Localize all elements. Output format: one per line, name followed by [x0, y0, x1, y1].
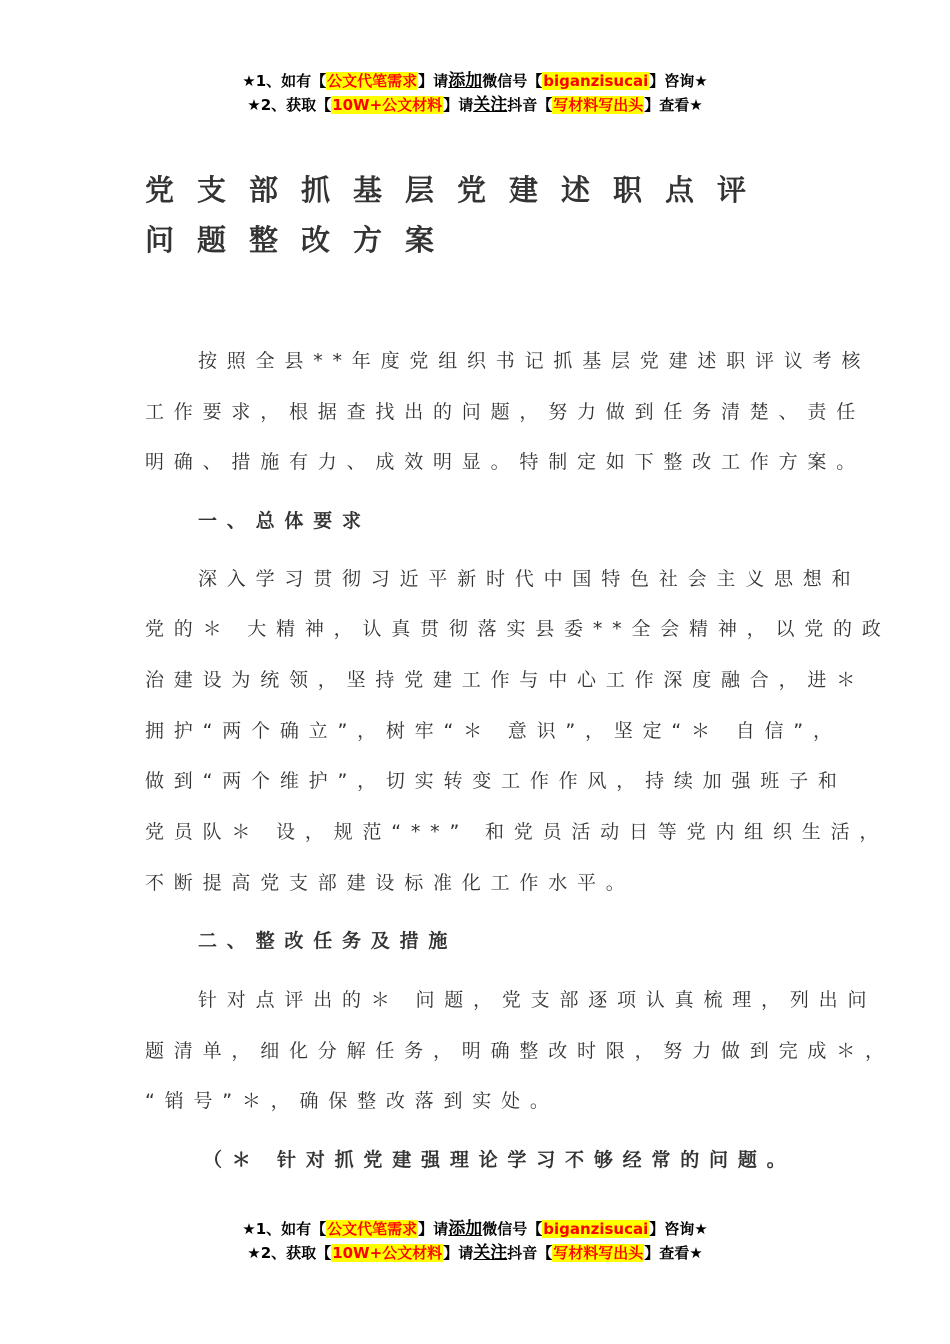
promo-text: ★2、获取【	[247, 96, 332, 114]
promo-line-2	[0, 1241, 950, 1265]
promo-text: 】请	[418, 1220, 449, 1238]
body-line: 针对点评出的＊ 问题，党支部逐项认真梳理，列出问	[198, 989, 877, 1011]
promo-highlight: 公文代笔需求	[327, 1220, 418, 1238]
body-line: 深入学习贯彻习近平新时代中国特色社会主义思想和	[198, 568, 861, 590]
promo-line-2	[0, 93, 950, 117]
promo-text: 】请	[443, 96, 474, 114]
promo-text: 抖音【	[507, 1244, 553, 1262]
promo-text: 】请	[418, 72, 449, 90]
promo-text: ★1、如有【	[242, 72, 327, 90]
section-heading-2: 二、整改任务及措施	[198, 930, 458, 952]
subsection-heading-1: （＊ 针对抓党建强理论学习不够经常的问题。	[203, 1149, 796, 1171]
document-title-line-2: 问题整改方案	[145, 223, 458, 257]
promo-text: 】查看★	[644, 96, 703, 114]
promo-text: 】请	[443, 1244, 474, 1262]
promo-highlight: 公文代笔需求	[327, 72, 418, 90]
bottom-promo-banner	[0, 1217, 950, 1265]
body-line: 党的＊ 大精神，认真贯彻落实县委**全会精神，以党的政	[145, 618, 891, 640]
body-line: 拥护“两个确立”，树牢“＊ 意识”，坚定“＊ 自信”，	[145, 720, 842, 742]
promo-emphasis: 关注	[473, 95, 508, 115]
body-line: 治建设为统领，坚持党建工作与中心工作深度融合，进＊	[145, 669, 866, 691]
promo-highlight: 写材料写出头	[553, 96, 644, 114]
promo-highlight: biganzisucai	[543, 1220, 649, 1238]
body-line: 工作要求，根据查找出的问题，努力做到任务清楚、责任	[145, 401, 866, 423]
promo-emphasis: 添加	[448, 71, 483, 91]
section-heading-1: 一、总体要求	[198, 510, 371, 532]
promo-highlight: 10W+公文材料	[332, 96, 443, 114]
body-line: 不断提高党支部建设标准化工作水平。	[145, 872, 635, 894]
promo-highlight: biganzisucai	[543, 72, 649, 90]
top-promo-banner	[0, 69, 950, 117]
promo-emphasis: 关注	[473, 1243, 508, 1263]
body-line: 题清单，细化分解任务，明确整改时限，努力做到完成＊，	[145, 1040, 894, 1062]
promo-highlight: 写材料写出头	[553, 1244, 644, 1262]
promo-text: 】查看★	[644, 1244, 703, 1262]
promo-highlight: 10W+公文材料	[332, 1244, 443, 1262]
document-title-line-1: 党支部抓基层党建述职点评	[145, 173, 770, 207]
promo-text: 微信号【	[482, 1220, 543, 1238]
promo-emphasis: 添加	[448, 1219, 483, 1239]
promo-text: ★2、获取【	[247, 1244, 332, 1262]
body-line: 按照全县**年度党组织书记抓基层党建述职评议考核	[198, 350, 871, 372]
promo-text: 】咨询★	[649, 72, 708, 90]
promo-text: 】咨询★	[649, 1220, 708, 1238]
promo-text: 微信号【	[482, 72, 543, 90]
body-line: “销号”＊，确保整改落到实处。	[145, 1090, 559, 1112]
body-line: 党员队＊ 设，规范“**” 和党员活动日等党内组织生活，	[145, 821, 889, 843]
promo-line-1	[0, 69, 950, 93]
body-line: 明确、措施有力、成效明显。特制定如下整改工作方案。	[145, 451, 866, 473]
promo-text: 抖音【	[507, 96, 553, 114]
body-line: 做到“两个维护”，切实转变工作作风，持续加强班子和	[145, 770, 847, 792]
promo-text: ★1、如有【	[242, 1220, 327, 1238]
promo-line-1	[0, 1217, 950, 1241]
